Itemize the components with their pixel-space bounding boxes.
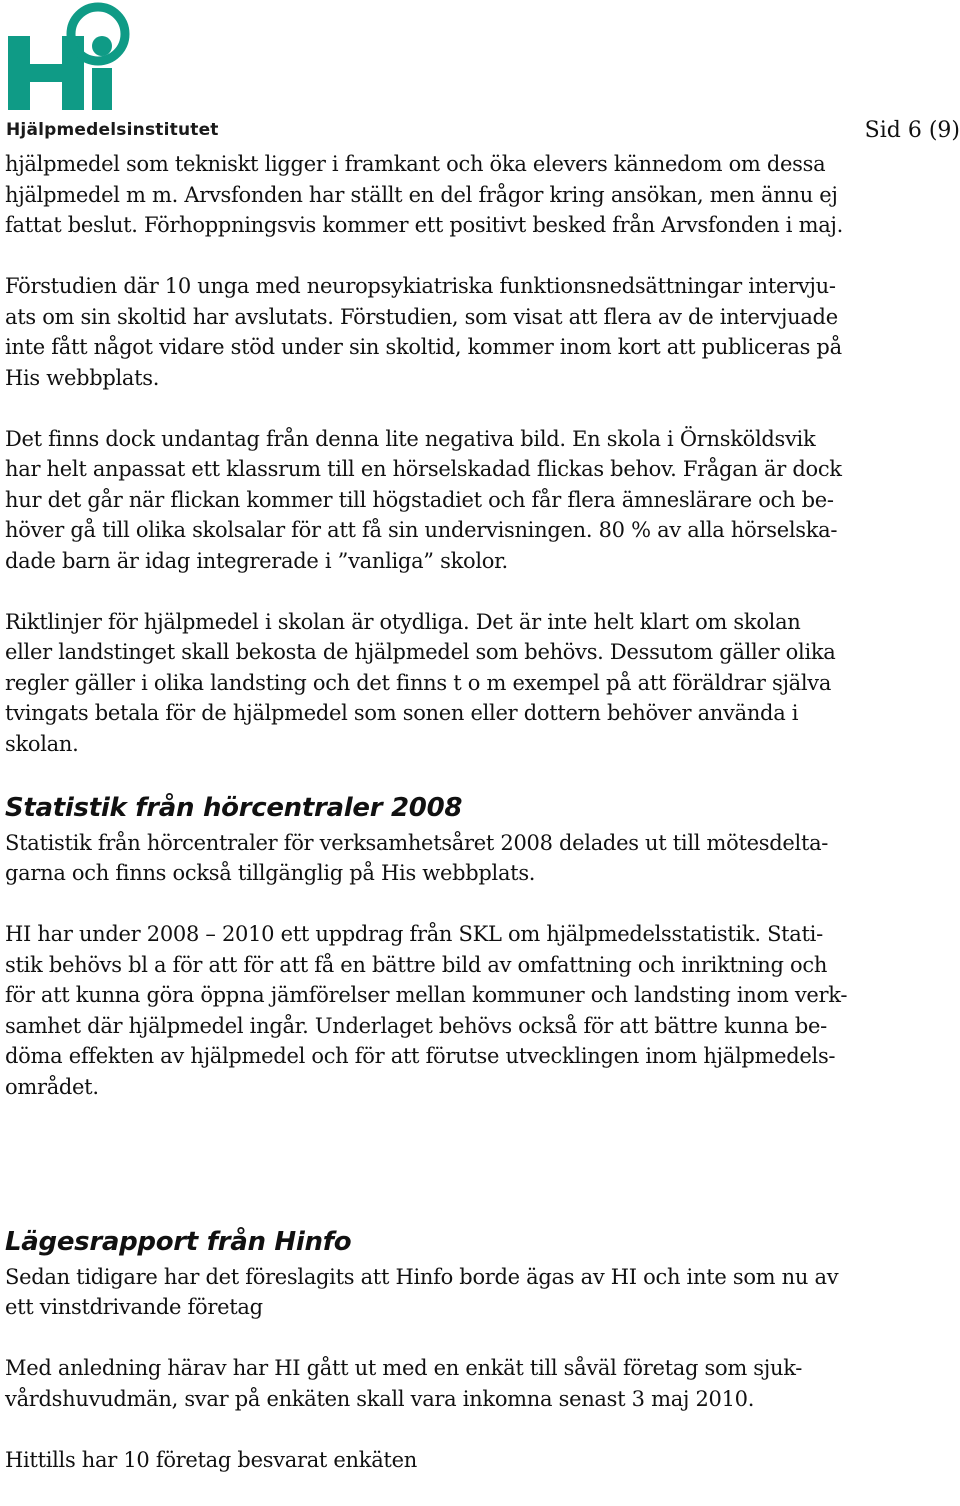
text-line: ats om sin skoltid har avslutats. Förstudien, som visat att flera av de intervjuade bbox=[5, 304, 838, 329]
paragraph bbox=[5, 149, 957, 241]
text-line: hur det går när flickan kommer till högstadiet och får flera ämneslärare och be- bbox=[5, 487, 834, 512]
text-line: hjälpmedel m m. Arvsfonden har ställt en del frågor kring ansökan, men ännu ej bbox=[5, 182, 838, 207]
text-line: garna och finns också tillgänglig på His webbplats. bbox=[5, 861, 536, 885]
text-line: vårdshuvudmän, svar på enkäten skall vara inkomna senast 3 maj 2010. bbox=[5, 1386, 755, 1411]
text-line: ett vinstdrivande företag bbox=[5, 1295, 263, 1319]
paragraph bbox=[5, 1445, 957, 1476]
hi-logo-mark bbox=[4, 2, 134, 120]
text-line: samhet där hjälpmedel ingår. Underlaget behövs också för att bättre kunna be- bbox=[5, 1013, 827, 1038]
paragraph bbox=[5, 1262, 957, 1323]
text-line: regler gäller i olika landsting och det finns t o m exempel på att föräldrar själva bbox=[5, 670, 832, 695]
text-line: för att kunna göra öppna jämförelser mellan kommuner och landsting inom verk- bbox=[5, 983, 848, 1007]
text-line: eller landstinget skall bekosta de hjälpmedel som behövs. Dessutom gäller olika bbox=[5, 640, 836, 664]
text-line: Sedan tidigare har det föreslagits att Hinfo borde ägas av HI och inte som nu av bbox=[5, 1264, 839, 1289]
text-line: HI har under 2008 – 2010 ett uppdrag från SKL om hjälpmedelsstatistik. Stati- bbox=[5, 922, 823, 946]
text-line: tvingats betala för de hjälpmedel som sonen eller dottern behöver använda i bbox=[5, 701, 799, 725]
text-line: fattat beslut. Förhoppningsvis kommer ett positivt besked från Arvsfonden i maj. bbox=[5, 213, 844, 237]
text-line: inte fått något vidare stöd under sin skoltid, kommer inom kort att publiceras på bbox=[5, 335, 842, 359]
section-heading-hinfo: Lägesrapport från Hinfo bbox=[5, 1226, 352, 1257]
hi-logo bbox=[4, 2, 219, 142]
text-line: Det finns dock undantag från denna lite negativa bild. En skola i Örnsköldsvik bbox=[5, 426, 816, 451]
text-line: området. bbox=[5, 1074, 99, 1099]
text-line: hjälpmedel som tekniskt ligger i framkant och öka elevers kännedom om dessa bbox=[5, 152, 826, 176]
text-line: Hittills har 10 företag besvarat enkäten bbox=[5, 1447, 417, 1472]
paragraph bbox=[5, 1353, 957, 1414]
paragraph bbox=[5, 271, 957, 393]
text-line: döma effekten av hjälpmedel och för att förutse utvecklingen inom hjälpmedels- bbox=[5, 1044, 836, 1068]
paragraph bbox=[5, 424, 957, 577]
logo-text: Hjälpmedelsinstitutet bbox=[6, 120, 219, 140]
section-spacer bbox=[5, 1133, 957, 1224]
text-line: höver gå till olika skolsalar för att få sin undervisningen. 80 % av alla hörselska- bbox=[5, 518, 838, 542]
text-line: His webbplats. bbox=[5, 365, 160, 390]
text-line: Riktlinjer för hjälpmedel i skolan är otydliga. Det är inte helt klart om skolan bbox=[5, 609, 801, 634]
text-line: dade barn är idag integrerade i ”vanliga” skolor. bbox=[5, 548, 508, 573]
text-line: skolan. bbox=[5, 731, 79, 756]
text-line: stik behövs bl a för att för att få en bättre bild av omfattning och inriktning och bbox=[5, 952, 828, 977]
text-line: Förstudien där 10 unga med neuropsykiatriska funktionsnedsättningar intervju- bbox=[5, 274, 836, 298]
text-line: Med anledning härav har HI gått ut med en enkät till såväl företag som sjuk- bbox=[5, 1356, 803, 1380]
paragraph bbox=[5, 919, 957, 1102]
paragraph bbox=[5, 607, 957, 760]
text-line: Statistik från hörcentraler för verksamhetsåret 2008 delades ut till mötesdelta- bbox=[5, 830, 829, 855]
page-number: Sid 6 (9) bbox=[864, 118, 960, 143]
paragraph bbox=[5, 828, 957, 889]
text-line: har helt anpassat ett klassrum till en hörselskadad flickas behov. Frågan är dock bbox=[5, 457, 842, 481]
section-heading-statistik: Statistik från hörcentraler 2008 bbox=[5, 792, 463, 823]
document-body bbox=[5, 149, 957, 1506]
